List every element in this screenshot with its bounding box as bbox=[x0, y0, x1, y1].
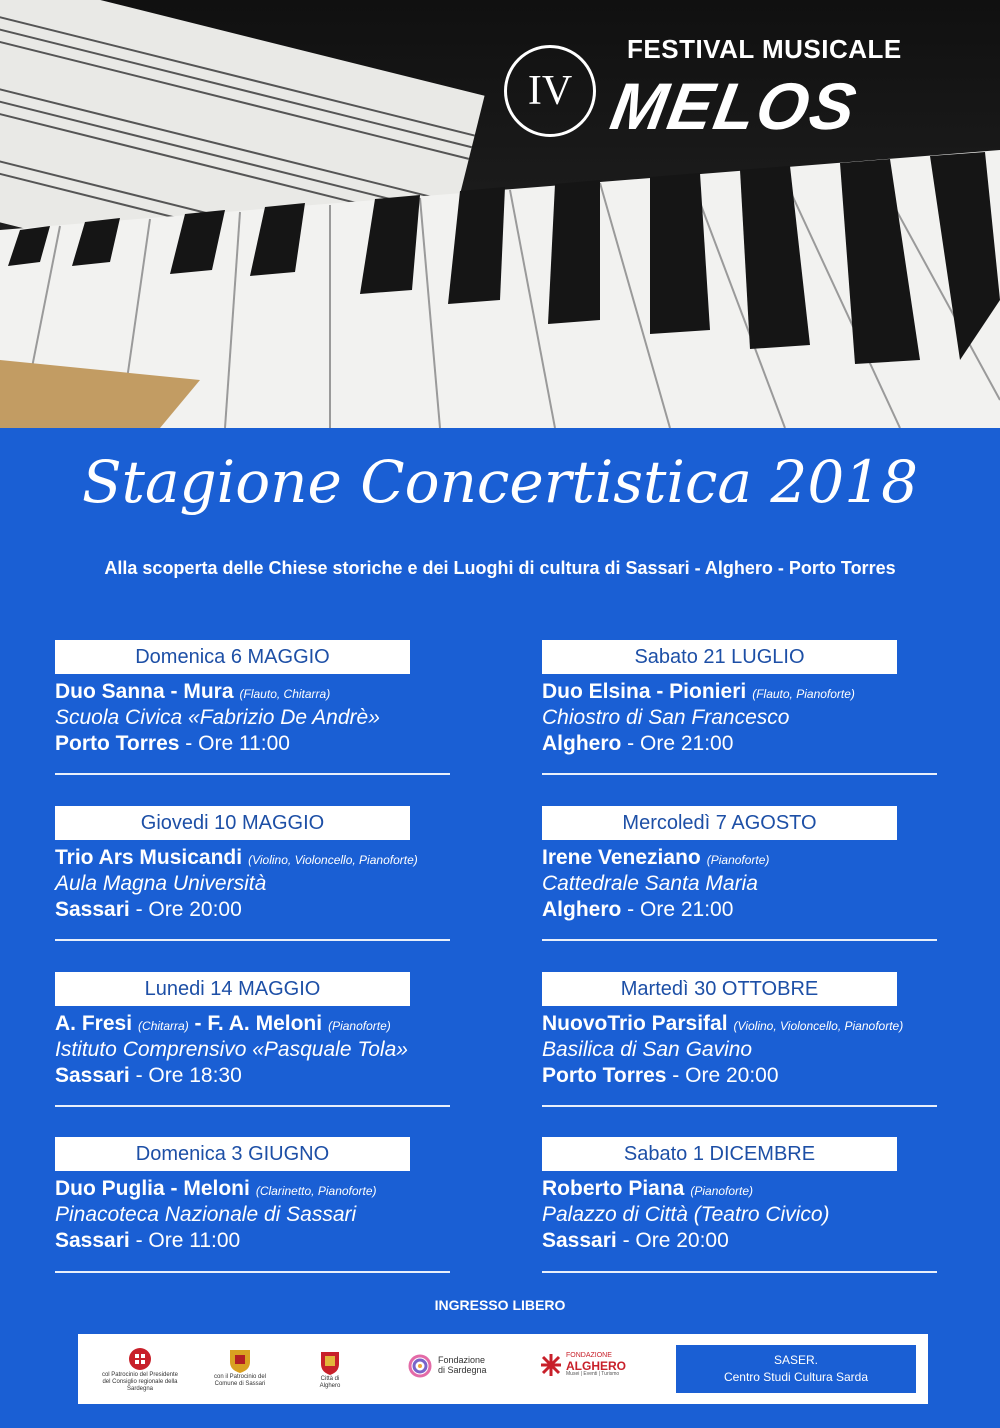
free-entry-notice: INGRESSO LIBERO bbox=[434, 1297, 566, 1313]
sponsor-alghero-text: Città di Alghero bbox=[319, 1376, 341, 1390]
event-city: Porto Torres bbox=[542, 1064, 667, 1087]
event-venue: Cattedrale Santa Maria bbox=[542, 872, 758, 895]
event-divider bbox=[542, 1105, 937, 1107]
sponsor-sassari bbox=[210, 1348, 270, 1388]
event-time: - Ore 21:00 bbox=[621, 898, 734, 921]
hero-photo bbox=[0, 0, 1000, 428]
event-time: - Ore 18:30 bbox=[129, 1064, 242, 1087]
saser-name: SASER. bbox=[773, 1353, 818, 1368]
event-card bbox=[542, 640, 962, 756]
event-date: Lunedi 14 MAGGIO bbox=[55, 972, 410, 1006]
event-instruments: (Violino, Violoncello, Pianoforte) bbox=[248, 853, 418, 867]
event-performer: NuovoTrio Parsifal bbox=[542, 1012, 728, 1035]
sponsor-alghero bbox=[310, 1350, 350, 1390]
event-divider bbox=[55, 939, 450, 941]
event-performer: Trio Ars Musicandi bbox=[55, 846, 243, 869]
event-venue: Istituto Comprensivo «Pasquale Tola» bbox=[55, 1038, 408, 1061]
event-instruments: (Chitarra) bbox=[138, 1019, 189, 1033]
event-date: Mercoledì 7 AGOSTO bbox=[542, 806, 897, 840]
event-time: - Ore 20:00 bbox=[616, 1229, 729, 1252]
event-divider bbox=[55, 773, 450, 775]
festival-label: FESTIVAL MUSICALE bbox=[627, 34, 902, 64]
event-time: - Ore 11:00 bbox=[129, 1229, 241, 1252]
fondazione-alghero-name: ALGHERO bbox=[566, 1358, 626, 1373]
event-performer: Roberto Piana bbox=[542, 1177, 685, 1200]
event-divider bbox=[542, 1271, 937, 1273]
fondazione-sardegna-text: Fondazione di Sardegna bbox=[438, 1355, 487, 1375]
event-card bbox=[55, 972, 475, 1088]
sponsor-sassari-text: con il Patrocinio del Comune di Sassari bbox=[213, 1374, 267, 1388]
edition-badge: IV bbox=[504, 45, 596, 137]
alghero-crest-icon bbox=[319, 1350, 341, 1376]
event-time: - Ore 21:00 bbox=[621, 732, 734, 755]
event-date: Giovedi 10 MAGGIO bbox=[55, 806, 410, 840]
event-instruments-2: (Pianoforte) bbox=[328, 1019, 391, 1033]
event-card bbox=[542, 1137, 962, 1253]
event-instruments: (Violino, Violoncello, Pianoforte) bbox=[733, 1019, 904, 1033]
event-venue: Basilica di San Gavino bbox=[542, 1038, 753, 1061]
event-city: Porto Torres bbox=[55, 732, 180, 755]
event-performer: A. Fresi bbox=[55, 1012, 133, 1035]
sponsor-regione bbox=[100, 1346, 180, 1394]
event-card bbox=[55, 806, 475, 922]
event-instruments: (Flauto, Chitarra) bbox=[239, 687, 331, 701]
season-subtitle: Alla scoperta delle Chiese storiche e dei Luoghi di cultura di Sassari - Alghero - Porto Torres bbox=[104, 558, 896, 578]
event-city: Alghero bbox=[542, 732, 622, 755]
event-date: Domenica 6 MAGGIO bbox=[55, 640, 410, 674]
event-time: - Ore 20:00 bbox=[666, 1064, 779, 1087]
event-performer: Duo Puglia - Meloni bbox=[55, 1177, 250, 1200]
event-date: Sabato 1 DICEMBRE bbox=[542, 1137, 897, 1171]
event-card bbox=[55, 1137, 475, 1253]
event-city: Sassari bbox=[542, 1229, 617, 1252]
event-performer: Irene Veneziano bbox=[542, 846, 701, 869]
event-city: Sassari bbox=[55, 1064, 130, 1087]
event-card bbox=[542, 972, 962, 1088]
event-date: Domenica 3 GIUGNO bbox=[55, 1137, 410, 1171]
event-instruments: (Flauto, Pianoforte) bbox=[752, 687, 855, 701]
fondazione-alghero-logo-icon bbox=[540, 1352, 562, 1378]
event-date: Martedì 30 OTTOBRE bbox=[542, 972, 897, 1006]
event-performer: Duo Sanna - Mura bbox=[55, 680, 234, 703]
sponsor-fondazione-sardegna bbox=[408, 1354, 488, 1378]
event-venue: Pinacoteca Nazionale di Sassari bbox=[55, 1203, 357, 1226]
fondazione-alghero-tagline: Musei | Eventi | Turismo bbox=[566, 1371, 620, 1378]
event-card bbox=[55, 640, 475, 756]
event-card bbox=[542, 806, 962, 922]
sponsor-fondazione-alghero bbox=[540, 1352, 626, 1378]
event-divider bbox=[542, 939, 937, 941]
event-venue: Scuola Civica «Fabrizio De Andrè» bbox=[55, 706, 380, 729]
regione-crest-icon bbox=[127, 1346, 153, 1372]
event-city: Sassari bbox=[55, 898, 130, 921]
saser-box bbox=[676, 1345, 916, 1393]
event-performer: Duo Elsina - Pionieri bbox=[542, 680, 747, 703]
event-divider bbox=[542, 773, 937, 775]
event-divider bbox=[55, 1271, 450, 1273]
event-performer-2: - F. A. Meloni bbox=[188, 1012, 323, 1035]
event-city: Sassari bbox=[55, 1229, 130, 1252]
event-venue: Chiostro di San Francesco bbox=[542, 706, 790, 729]
festival-logo-name: MELOS bbox=[605, 69, 864, 143]
event-time: - Ore 11:00 bbox=[179, 732, 290, 755]
sponsor-regione-text: col Patrocinio del Presidente del Consiglio regionale della Sardegna bbox=[101, 1372, 179, 1393]
event-venue: Palazzo di Città (Teatro Civico) bbox=[542, 1203, 830, 1226]
event-instruments: (Clarinetto, Pianoforte) bbox=[255, 1184, 377, 1198]
sponsor-bar bbox=[78, 1334, 928, 1404]
saser-description: Centro Studi Cultura Sarda bbox=[723, 1370, 869, 1384]
event-date: Sabato 21 LUGLIO bbox=[542, 640, 897, 674]
fondazione-alghero-label: FONDAZIONE bbox=[566, 1352, 612, 1360]
event-instruments: (Pianoforte) bbox=[706, 853, 770, 867]
fondazione-sardegna-logo-icon bbox=[408, 1354, 432, 1378]
event-divider bbox=[55, 1105, 450, 1107]
event-time: - Ore 20:00 bbox=[129, 898, 242, 921]
event-city: Alghero bbox=[542, 898, 622, 921]
event-venue: Aula Magna Università bbox=[55, 872, 267, 895]
sassari-crest-icon bbox=[228, 1348, 252, 1374]
event-instruments: (Pianoforte) bbox=[690, 1184, 754, 1198]
season-title: Stagione Concertistica 2018 bbox=[81, 448, 919, 516]
